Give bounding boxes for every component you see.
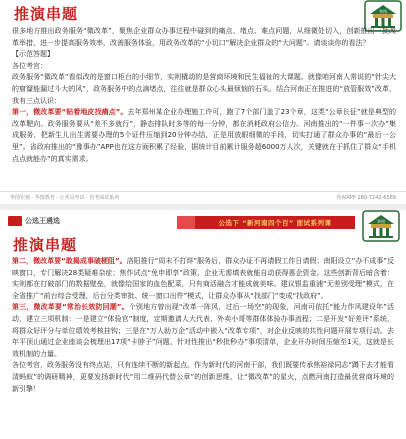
answer-header-text: 【示范答题】 — [12, 50, 54, 59]
banner-accent — [177, 216, 195, 229]
footer-left: 华图宏观 · 华图教育 · 公务员考试 · 省考面试系列 — [10, 195, 120, 201]
point-two-lead: 第二，微改革要“敢揭成事破梗阻”。 — [12, 257, 127, 265]
conclusion-text: 各位考官，政务服务没有终点站，只有连续不断的新起点。作为新时代的河南干部，我们既要传承焦裕禄同志“蹲下去才能看清蚂蚁”的调研精神，更要发扬新时代“用二维码代替公章”的创新思维，让“微改革”的星火，点燃河南打造最优营商环境的新引擎！ — [12, 361, 394, 393]
seal-label-top: 华图 — [379, 9, 387, 14]
page-one — [0, 0, 406, 204]
course-banner — [195, 216, 355, 229]
intro-paragraph — [12, 72, 396, 107]
logo-text: 公选王遴选 — [25, 217, 60, 225]
intro-text: 政务服务“微改革”看似改的是窗口柜台的小细节，实则撬动的是营商环境和民生福祉的大课题。就像咱河南人常说的“针尖大的窟窿能漏过斗大的风”，政务服务中的点滴堵点，往往就是群众心头最烦恼的石头。结合河南正在推进的“放管服效”改革，我有三点认识： — [12, 73, 396, 105]
logo-mark-icon — [8, 216, 22, 226]
pavilion-seal-icon — [362, 210, 400, 242]
brand-logo — [8, 216, 60, 226]
banner-text: 公选下 “新河南四个百” 面试系列课 — [218, 219, 332, 227]
page-one-footer — [0, 191, 406, 203]
question-text: 很多地方推出政务服务“微改革”，聚焦企业群众办事过程中碰到的痛点、堵点、难点问题，从细微处切入，创新推出一批改革举措，进一步提高服务效率，改善服务体验，用政务改革的“小切口”解决企业群众的“大问题”。请谈谈你的看法？ — [12, 27, 396, 47]
page-two-title: 推演串题 — [13, 236, 78, 254]
conclusion-paragraph — [12, 360, 394, 395]
page-one-body — [12, 26, 396, 165]
point-three-paragraph — [12, 302, 394, 360]
page-two-body — [12, 256, 394, 395]
page-one-title-area — [14, 3, 78, 24]
point-one-lead: 第一，微改革要“贴着地皮找痛点”。 — [12, 108, 128, 117]
footer-right: 咨询APP 180-7242-6589 — [336, 195, 396, 201]
point-three-lead: 第三，微改革要“常治长效防回潮”。 — [12, 303, 129, 312]
seal-label-mid: 华图 — [377, 219, 385, 224]
point-two-text: 洛阳推行“周末不打烊”服务后，群众办证不再请假工作日请假；南阳设立“办不成事”反映窗口，专门解决28类疑难杂症；焦作试点“免申即享”政策，企业无需填表就能自动获得惠企资金。这些创新背后暗含着：实则都在打破部门的数据壁垒，就像给国家的血色配菜，只有商活融合才能成就美味。建议银监重浦“无差别受理”模式，在全省推广“前台综合受理，后台分类审批、统一窗口出件”模式，让群众办事从“找部门”变成“找政府”。 — [12, 257, 394, 300]
point-three-text: 个别地方曾出现“改革一阵风，过后一场空”的现象，河南可依托“能力作风建设年”活动，建立三项机制：一是建立“体验官”制度，定期邀请人大代表、外卖小哥等群体体验办事流程；二是开发“好差评”系统，将群众好评分与单位绩效考核挂钩；三是在“万人助万企”活动中嵌入“改革专项”，对企业反映的共性问题开展专项行动。去年平顶山通过企业座谈会梳理出17项“卡脖子”问题，针对性推出“秒批秒办”事项清单，企业开办时间压缩至1天，这就是长效机制的力量。 — [12, 303, 394, 358]
page-two-title-area — [13, 234, 77, 255]
point-one-text: 去年郑州某企业办理施工许可，跑了7个部门盖了23个章，这类“公章长征”就是典型的改革靶向。政务服务要从“差不多就行”，静态排队时多等的每一分钟，都在消耗政府公信力。河南推出的“一件事一次办”集成服务，把新生儿出生需要办理的5个证件压缩到20分钟办结，正是用放眼细微的手段，切实打通了群众办事的“最后一公里”。省政府推出的“豫事办”APP也在这方面积累了经验，据统计目前累计服务超6000万人次，关键就在于抓住了群众“手机点点就能办”的真实需求。 — [12, 108, 396, 163]
page-one-title: 推演串题 — [14, 5, 79, 23]
question-paragraph — [12, 26, 396, 49]
point-one-paragraph — [12, 107, 396, 165]
page-two — [0, 210, 406, 439]
point-two-paragraph — [12, 256, 394, 302]
answer-header — [12, 49, 396, 61]
page-two-header — [0, 210, 406, 232]
greeting — [12, 61, 396, 73]
greeting-text: 各位考官： — [12, 61, 47, 70]
